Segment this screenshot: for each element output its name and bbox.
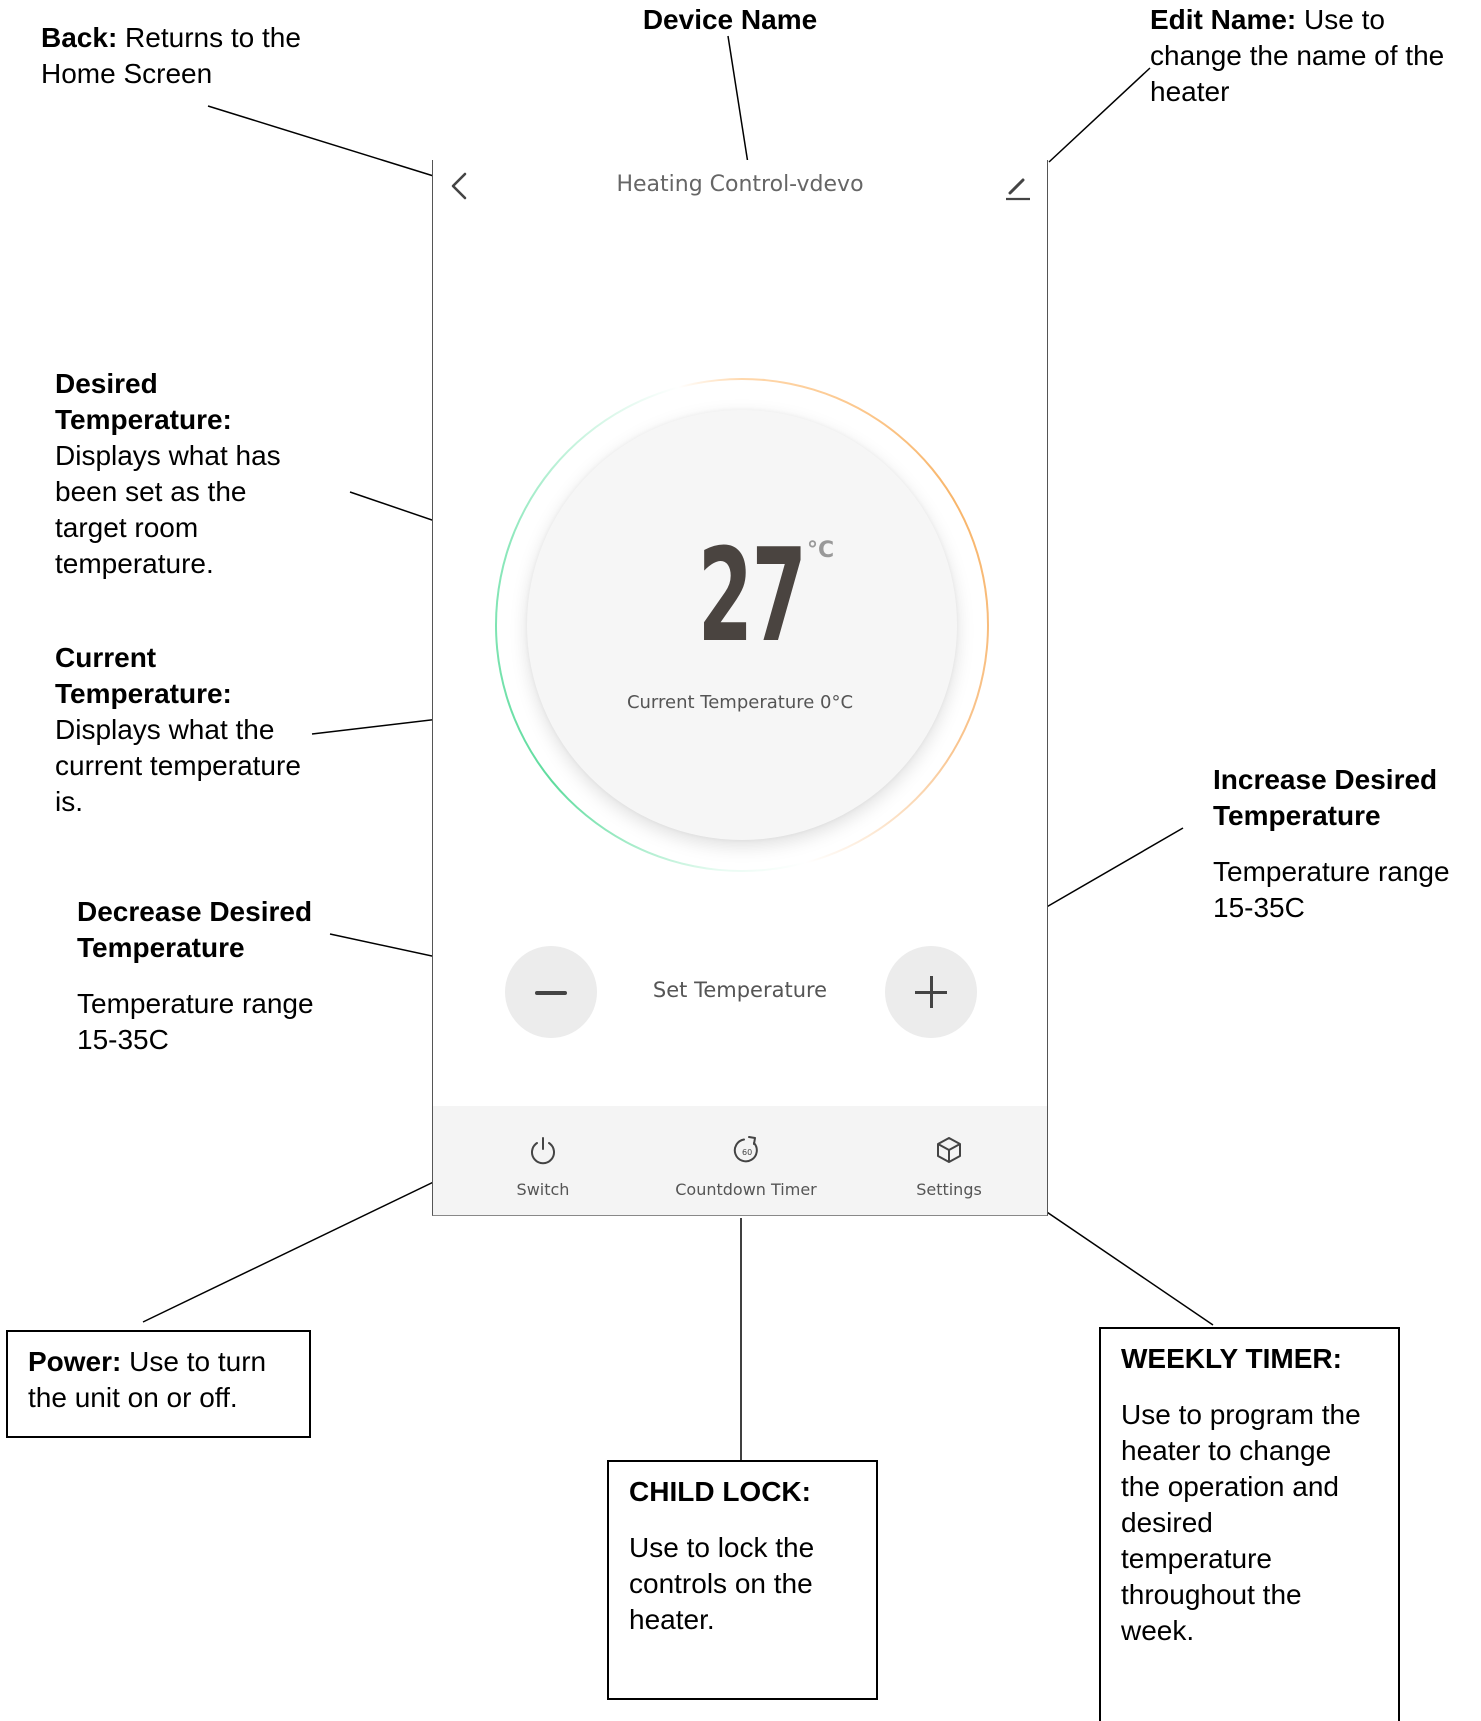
tab-settings[interactable]	[879, 1106, 1019, 1215]
back-annotation-text: Returns to the Home Screen	[41, 22, 301, 89]
child-lock-annotation-box	[607, 1460, 878, 1700]
edit-pencil-icon[interactable]	[1003, 172, 1033, 202]
increase-temperature-annotation-text: Temperature range 15-35C	[1213, 856, 1450, 923]
power-annotation-box	[6, 1330, 311, 1438]
bottom-tab-bar	[433, 1106, 1047, 1215]
temperature-unit: °C	[807, 538, 835, 563]
edit-name-annotation-title: Edit Name:	[1150, 4, 1297, 35]
tab-settings-label: Settings	[916, 1180, 982, 1199]
increase-temperature-button[interactable]	[885, 946, 977, 1038]
desired-temperature-annotation	[55, 366, 315, 582]
increase-temperature-annotation	[1213, 762, 1473, 926]
svg-text:60: 60	[742, 1148, 753, 1157]
app-screen	[432, 160, 1048, 1216]
back-annotation	[41, 20, 341, 92]
leader-device-name	[728, 36, 749, 170]
power-annotation-text: Use to turn the unit on or off.	[28, 1346, 267, 1413]
weekly-timer-annotation-box	[1099, 1327, 1400, 1721]
desired-temperature-annotation-text: Displays what has been set as the target room temperature.	[55, 440, 281, 579]
current-temperature-annotation	[55, 640, 325, 820]
set-temperature-label: Set Temperature	[652, 978, 828, 1002]
leader-back	[208, 106, 440, 178]
weekly-timer-annotation-title: WEEKLY TIMER:	[1121, 1343, 1342, 1374]
edit-name-annotation	[1150, 2, 1470, 110]
weekly-timer-annotation-text: Use to program the heater to change the operation and desired temperature throughout the week.	[1121, 1399, 1361, 1646]
current-temperature-annotation-text: Displays what the current temperature is.	[55, 714, 301, 817]
tab-switch[interactable]	[473, 1106, 613, 1215]
decrease-temperature-annotation	[77, 894, 347, 1058]
child-lock-annotation-title: CHILD LOCK:	[629, 1476, 811, 1507]
settings-cube-icon	[933, 1134, 965, 1166]
set-temperature-value: 27	[697, 522, 806, 671]
edit-name-annotation-text: Use to change the name of the heater	[1150, 4, 1445, 107]
weekly-timer-annotation	[1121, 1341, 1391, 1649]
power-icon	[527, 1134, 559, 1166]
current-temperature-annotation-title: Current Temperature:	[55, 642, 232, 709]
current-temperature-readout: Current Temperature 0°C	[626, 692, 854, 713]
decrease-temperature-annotation-text: Temperature range 15-35C	[77, 988, 314, 1055]
device-name-annotation-title: Device Name	[642, 4, 818, 35]
child-lock-annotation-text: Use to lock the controls on the heater.	[629, 1532, 815, 1635]
power-annotation-title: Power:	[28, 1346, 122, 1377]
device-name-annotation	[620, 2, 840, 38]
increase-temperature-annotation-title: Increase Desired Temperature	[1213, 764, 1438, 831]
countdown-timer-icon	[730, 1134, 762, 1166]
tab-countdown-timer-label: Countdown Timer	[675, 1180, 817, 1199]
child-lock-annotation	[629, 1474, 869, 1638]
device-title: Heating Control-vdevo	[616, 172, 864, 197]
desired-temperature-annotation-title: Desired Temperature:	[55, 368, 232, 435]
decrease-temperature-annotation-title: Decrease Desired Temperature	[77, 896, 313, 963]
power-annotation	[28, 1344, 298, 1416]
tab-countdown-timer[interactable]	[646, 1106, 846, 1215]
leader-edit-name	[1049, 68, 1150, 162]
tab-switch-label: Switch	[516, 1180, 570, 1199]
back-annotation-title: Back:	[41, 22, 118, 53]
